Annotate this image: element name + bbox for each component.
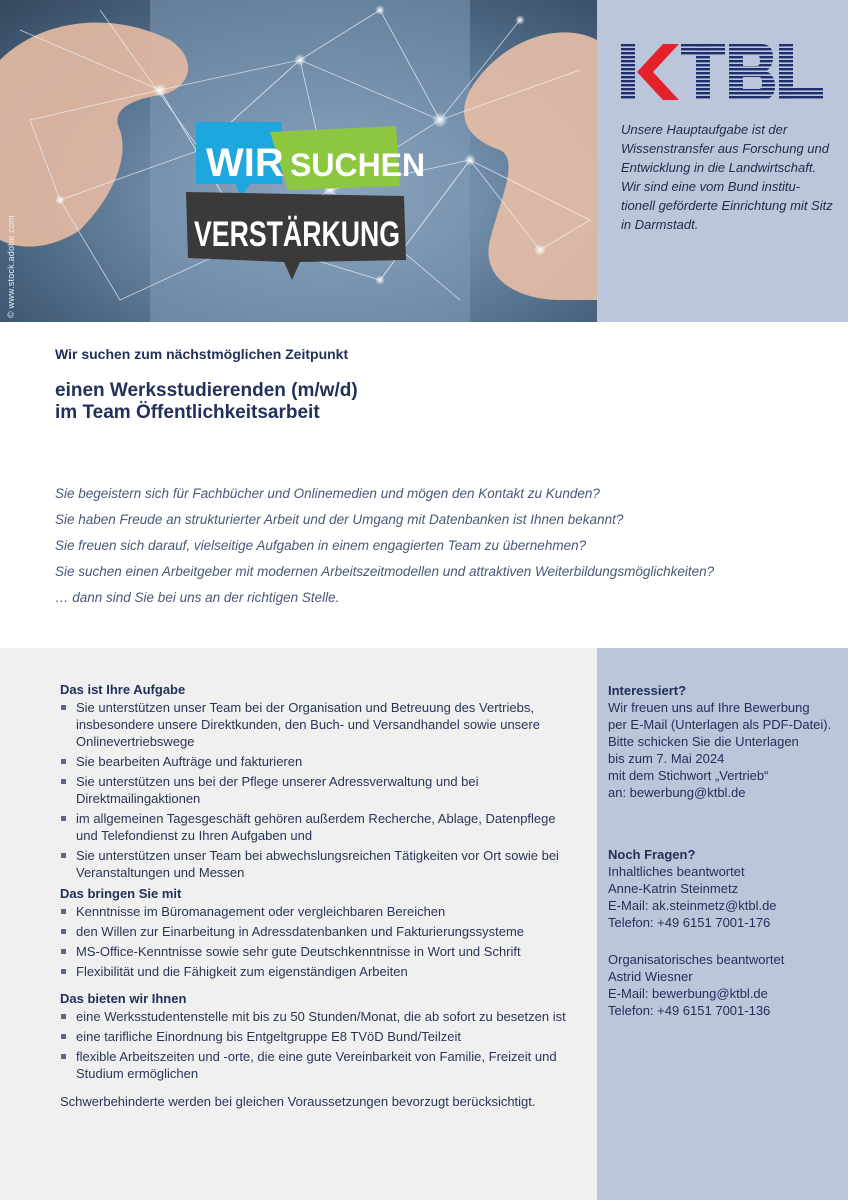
list-item: eine Werksstudentenstelle mit bis zu 50 Stunden/Monat, die ab sofort zu besetzen ist [60, 1008, 580, 1025]
badge-word-2: SUCHEN [290, 147, 426, 183]
list-item: MS-Office-Kenntnisse sowie sehr gute Deutschkenntnisse in Wort und Schrift [60, 943, 580, 960]
org-contact-label: Organisatorisches beantwortet [608, 952, 785, 967]
apply-deadline: bis zum 7. Mai 2024 [608, 751, 725, 766]
skills-title: Das bringen Sie mit [60, 886, 182, 901]
apply-title: Interessiert? [608, 683, 687, 698]
list-item: im allgemeinen Tagesgeschäft gehören außerdem Recherche, Ablage, Datenpflege und Telefondienst zu Ihren Aufgaben und [60, 810, 580, 844]
intro-closing: … dann sind Sie bei uns an der richtigen Stelle. [55, 590, 340, 605]
skills-section [60, 886, 580, 983]
organisation-block [608, 951, 838, 1019]
apply-line: per E-Mail (Unterlagen als PDF-Datei). [608, 717, 832, 732]
equal-opportunity-note: Schwerbehinderte werden bei gleichen Voraussetzungen bevorzugt berücksichtigt. [60, 1094, 536, 1109]
intro-question: Sie begeistern sich für Fachbücher und Onlinemedien und mögen den Kontakt zu Kunden? [55, 486, 600, 501]
org-contact-phone[interactable]: Telefon: +49 6151 7001-136 [608, 1003, 771, 1018]
list-item: Sie bearbeiten Aufträge und fakturieren [60, 753, 580, 770]
intro-question: Sie haben Freude an strukturierter Arbeit und der Umgang mit Datenbanken ist Ihnen bekannt? [55, 512, 624, 527]
list-item: eine tarifliche Einordnung bis Entgeltgruppe E8 TVöD Bund/Teilzeit [60, 1028, 580, 1045]
content-contact-label: Inhaltliches beantwortet [608, 864, 745, 879]
job-title-line-2: im Team Öffentlichkeitsarbeit [55, 402, 320, 423]
content-contact-email[interactable]: E-Mail: ak.steinmetz@ktbl.de [608, 898, 777, 913]
list-item: Sie unterstützen unser Team bei abwechslungsreichen Tätigkeiten vor Ort sowie bei Veranstaltungen und Messen [60, 847, 580, 881]
intro-lead: Wir suchen zum nächstmöglichen Zeitpunkt [55, 346, 349, 362]
tasks-section [60, 682, 580, 884]
right-hand [464, 32, 597, 300]
photo-credit: © www.stock.adobe.com [6, 215, 16, 318]
offers-title: Das bieten wir Ihnen [60, 991, 187, 1006]
questions-block [608, 846, 838, 931]
job-title-line-1: einen Werksstudierenden (m/w/d) [55, 380, 358, 401]
org-contact-name: Astrid Wiesner [608, 969, 693, 984]
ktbl-logo [621, 44, 823, 100]
org-contact-email[interactable]: E-Mail: bewerbung@ktbl.de [608, 986, 768, 1001]
recruiting-badge [186, 122, 425, 280]
list-item: Sie unterstützen unser Team bei der Organisation und Betreuung des Vertriebs, insbesondere unsere Direktkunden, den Buch- und Versandhandel sowie unsere Onlinevertriebswege [60, 699, 580, 750]
offers-section [60, 991, 580, 1085]
mission-statement: Unsere Hauptaufgabe ist der Wissenstransfer aus Forschung und Entwicklung in die Landwirtschaft. Wir sind eine vom Bund institu-tionell geförderte Einrichtung mit Sitz in Darmstadt. [621, 122, 833, 232]
badge-word-3: VERSTÄRKUNG [194, 215, 400, 254]
sidebar-top [597, 0, 848, 322]
questions-title: Noch Fragen? [608, 847, 696, 862]
list-item: Flexibilität und die Fähigkeit zum eigenständigen Arbeiten [60, 963, 580, 980]
network-background [0, 0, 597, 322]
apply-email-link[interactable]: an: bewerbung@ktbl.de [608, 785, 746, 800]
content-contact-name: Anne-Katrin Steinmetz [608, 881, 739, 896]
intro-question: Sie suchen einen Arbeitgeber mit modernen Arbeitszeitmodellen und attraktiven Weiterbildungsmöglichkeiten? [55, 564, 715, 579]
apply-line: Bitte schicken Sie die Unterlagen [608, 734, 799, 749]
list-item: den Willen zur Einarbeitung in Adressdatenbanken und Fakturierungssysteme [60, 923, 580, 940]
apply-line: Wir freuen uns auf Ihre Bewerbung [608, 700, 810, 715]
apply-block [608, 682, 838, 801]
list-item: Kenntnisse im Büromanagement oder vergleichbaren Bereichen [60, 903, 580, 920]
intro-questions [55, 481, 815, 611]
intro-question: Sie freuen sich darauf, vielseitige Aufgaben in einem engagierten Team zu übernehmen? [55, 538, 587, 553]
apply-keyword: mit dem Stichwort „Vertrieb“ [608, 768, 769, 783]
tasks-title: Das ist Ihre Aufgabe [60, 682, 186, 697]
badge-word-1: WIR [206, 141, 284, 185]
hero-image [0, 0, 597, 322]
job-title [55, 380, 358, 424]
content-contact-phone[interactable]: Telefon: +49 6151 7001-176 [608, 915, 771, 930]
list-item: Sie unterstützen uns bei der Pflege unserer Adressverwaltung und bei Direktmailingaktionen [60, 773, 580, 807]
list-item: flexible Arbeitszeiten und -orte, die eine gute Vereinbarkeit von Familie, Freizeit und Studium ermöglichen [60, 1048, 580, 1082]
